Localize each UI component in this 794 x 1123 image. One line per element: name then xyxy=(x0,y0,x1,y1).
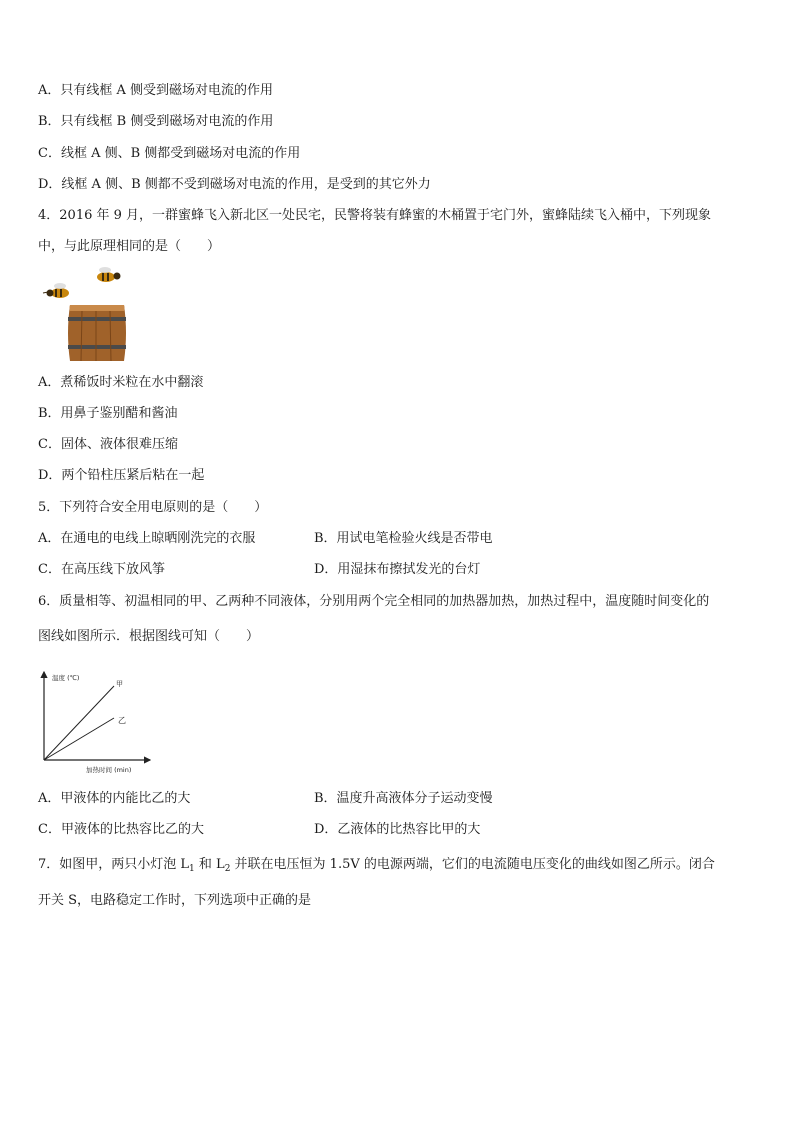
q5-option-c: C．在高压线下放风筝 xyxy=(38,562,165,577)
barrel-icon xyxy=(68,305,126,361)
bee-icon xyxy=(97,267,121,282)
y-axis-label: 温度 (℃) xyxy=(52,674,80,682)
line-yi xyxy=(44,718,114,760)
q6-option-b: B．温度升高液体分子运动变慢 xyxy=(314,791,493,806)
q5-option-d: D．用湿抹布擦拭发光的台灯 xyxy=(314,562,481,577)
q3-option-c: C．线框 A 侧、B 侧都受到磁场对电流的作用 xyxy=(38,146,301,161)
q6-stem-line1: 6．质量相等、初温相同的甲、乙两种不同液体，分别用两个完全相同的加热器加热，加热过程中，温度随时间变化的 xyxy=(38,594,710,609)
bees-barrel-image xyxy=(38,265,133,363)
q4-option-d: D．两个铅柱压紧后粘在一起 xyxy=(38,468,205,483)
q7-stem-b: 和 L xyxy=(194,857,225,872)
q3-option-d: D．线框 A 侧、B 侧都不受到磁场对电流的作用，是受到的其它外力 xyxy=(38,177,431,192)
q5-stem: 5．下列符合安全用电原则的是（ ） xyxy=(38,500,268,515)
q7-stem-line2: 开关 S，电路稳定工作时，下列选项中正确的是 xyxy=(38,893,312,908)
q7-sub2: 2 xyxy=(224,864,231,874)
temperature-time-graph xyxy=(38,668,158,776)
q4-option-b: B．用鼻子鉴别醋和酱油 xyxy=(38,406,178,421)
q3-option-b: B．只有线框 B 侧受到磁场对电流的作用 xyxy=(38,114,274,129)
q4-stem-line1: 4．2016 年 9 月，一群蜜蜂飞入新北区一处民宅，民警将装有蜂蜜的木桶置于宅门外，蜜蜂陆续飞入桶中，下列现象 xyxy=(38,208,712,223)
line-jia xyxy=(44,686,114,760)
q6-option-d: D．乙液体的比热容比甲的大 xyxy=(314,822,481,837)
q6-option-a: A．甲液体的内能比乙的大 xyxy=(38,791,191,806)
q7-stem-line1 xyxy=(38,857,715,874)
q7-sub1: 1 xyxy=(189,864,195,874)
bee-icon xyxy=(43,283,69,298)
x-axis-label: 加热时间 (min) xyxy=(86,766,132,774)
q4-stem-line2: 中，与此原理相同的是（ ） xyxy=(38,239,221,254)
line-jia-label: 甲 xyxy=(116,680,123,688)
q6-option-c: C．甲液体的比热容比乙的大 xyxy=(38,822,204,837)
q7-stem-c: 并联在电压恒为 1.5V 的电源两端，它们的电流随电压变化的曲线如图乙所示。闭合 xyxy=(230,857,715,872)
line-yi-label: 乙 xyxy=(118,716,126,725)
q5-option-a: A．在通电的电线上晾晒刚洗完的衣服 xyxy=(38,531,256,546)
q3-option-a: A．只有线框 A 侧受到磁场对电流的作用 xyxy=(38,83,274,98)
q4-option-a: A．煮稀饭时米粒在水中翻滚 xyxy=(38,375,204,390)
q4-option-c: C．固体、液体很难压缩 xyxy=(38,437,178,452)
q6-stem-line2: 图线如图所示．根据图线可知（ ） xyxy=(38,629,260,644)
q5-option-b: B．用试电笔检验火线是否带电 xyxy=(314,531,493,546)
q7-stem-a: 7．如图甲，两只小灯泡 L xyxy=(38,857,190,872)
